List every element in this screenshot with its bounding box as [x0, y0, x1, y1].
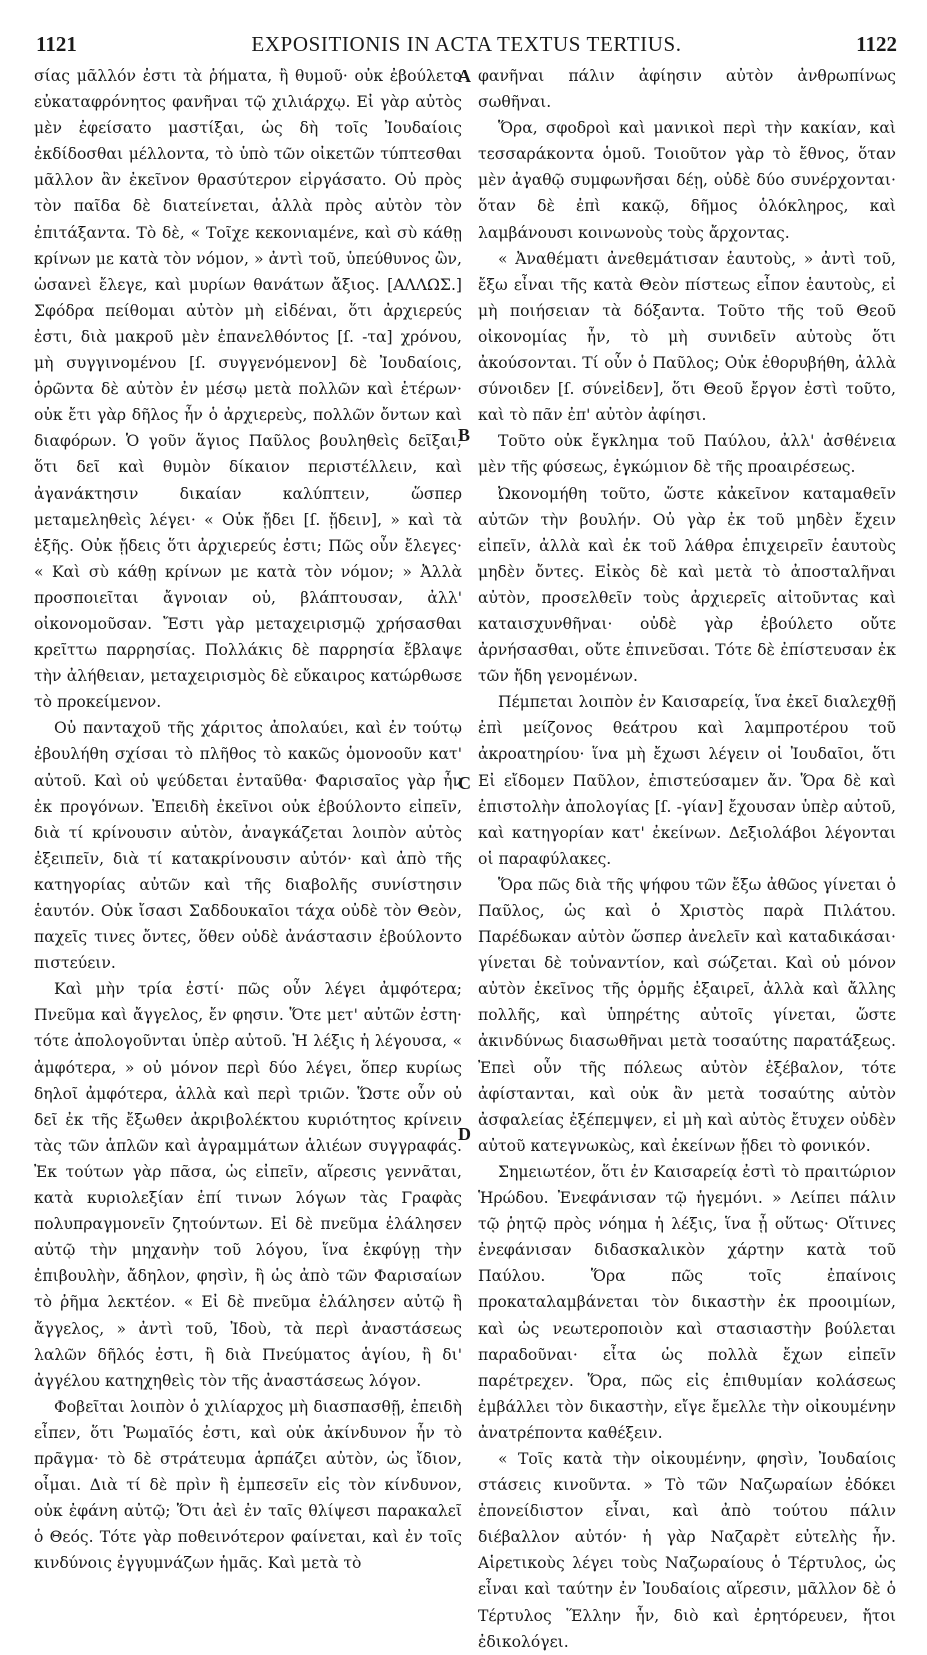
paragraph: Ὠκονομήθη τοῦτο, ὥστε κἀκεῖνον καταμαθεῖν αὐτῶν τὴν βουλήν. Οὐ γὰρ ἐκ τοῦ μηδὲν ἔχειν εἰπεῖν, ἀλλὰ καὶ ἐκ τοῦ λάθρα ἐπιχειρεῖν ἑαυτοὺς μηδὲν ὄντες. Εἰκὸς δὲ καὶ μετὰ τὸ ἀποσταλῆναι αὐτὸν, προσελθεῖν τοὺς ἀρχιερεῖς αἰτοῦντας καὶ καταισχυνθῆναι· οὐδὲ γὰρ ἐβούλετο οὔτε ἀρνήσασθαι, οὔτε ἐπινεῦσαι. Τότε δὲ ἐπίστευσαν ἐκ τῶν ἤδη γενομένων. [478, 484, 896, 686]
running-header [36, 32, 897, 62]
paragraph: « Τοῖς κατὰ τὴν οἰκουμένην, φησὶν, Ἰουδαίοις στάσεις κινοῦντα. » Τὸ τῶν Ναζωραίων ἐδόκει ἐπονείδιστον εἶναι, καὶ ἀπὸ τούτου πάλιν διέβαλλον αὐτόν· ἡ γὰρ Ναζαρὲτ εὐτελὴς ἦν. Αἱρετικοὺς λέγει τοὺς Ναζωραίους ὁ Τέρτυλος, ὡς εἶναι καὶ ταύτην ἐν Ἰουδαίοις αἵρεσιν, μᾶλλον δὲ ὁ Τέρτυλος Ἕλλην ἦν, διὸ καὶ ἐρητόρευεν, ἤτοι ἐδικολόγει. [478, 1449, 896, 1651]
right-page-number: 1122 [856, 32, 897, 56]
paragraph: « Ἀναθέματι ἀνεθεμάτισαν ἑαυτοὺς, » ἀντὶ τοῦ, ἔξω εἶναι τῆς κατὰ Θεὸν πίστεως εἶπον ἑαυτοὺς, εἰ μὴ ποιήσειαν τὰ δόξαντα. Τοῦτο τῆς τοῦ Θεοῦ οἰκονομίας ἦν, τὸ μὴ συνιδεῖν αὐτοὺς ὅτι ἀκούσονται. Τί οὖν ὁ Παῦλος; Οὐκ ἐθορυβήθη, ἀλλὰ σύνοιδεν [ſ. σύνεἰδεν], ὅτι Θεοῦ ἔργον ἐστὶ τοῦτο, καὶ τὸ πᾶν ἐπ' αὐτὸν ἀφίησι. [478, 249, 896, 425]
running-title: EXPOSITIONIS IN ACTA TEXTUS TERTIUS. [251, 32, 682, 56]
paragraph: Φοβεῖται λοιπὸν ὁ χιλίαρχος μὴ διασπασθῇ, ἐπειδὴ εἶπεν, ὅτι Ῥωμαῖός ἐστι, καὶ οὐκ ἀκίνδυνον ἦν τὸ πρᾶγμα· τὸ δὲ στράτευμα ἁρπάζει αὐτὸν, ὡς ἴδιον, οἶμαι. Διὰ τί δὲ πρὶν ἢ ἐμπεσεῖν εἰς τὸν κίνδυνον, οὐκ ἐφάνη αὐτῷ; Ὅτι ἀεὶ ἐν ταῖς θλίψεσι παρακαλεῖ ὁ Θεός. Τότε γὰρ ποθεινότερον φαίνεται, καὶ ἐν τοῖς κινδύνοις ἐγγυμνάζων ἡμᾶς. Καὶ μετὰ τὸ [34, 1397, 462, 1573]
margin-letter-a: A [458, 66, 471, 86]
paragraph: Τοῦτο οὐκ ἔγκλημα τοῦ Παύλου, ἀλλ' ἀσθένεια μὲν τῆς φύσεως, ἐγκώμιον δὲ τῆς προαιρέσεως. [478, 432, 896, 477]
paragraph: Οὐ πανταχοῦ τῆς χάριτος ἀπολαύει, καὶ ἐν τούτῳ ἐβουλήθη σχίσαι τὸ πλῆθος τὸ κακῶς ὁμονοοῦν κατ' αὐτοῦ. Καὶ οὐ ψεύδεται ἐνταῦθα· Φαρισαῖος γὰρ ἦν ἐκ προγόνων. Ἐπειδὴ ἐκεῖνοι οὐκ ἐβούλοντο εἰπεῖν, διὰ τί κρίνουσιν αὐτὸν, ἀναγκάζεται λοιπὸν αὐτὸς ἐξειπεῖν, διὰ τί κατακρίνουσιν αὐτόν· καὶ ἀπὸ τῆς κατηγορίας αὐτῶν καὶ τῆς διαβολῆς συνίστησιν ἑαυτόν. Οὐκ ἴσασι Σαδδουκαῖοι τάχα οὐδὲ τὸν Θεὸν, παχεῖς τινες ὄντες, ὅθεν οὐδὲ ἀνάστασιν ἐβούλοντο πιστεύειν. [34, 719, 462, 973]
left-page-number: 1121 [36, 32, 77, 56]
paragraph: φανῆναι πάλιν ἀφίησιν αὐτὸν ἀνθρωπίνως σωθῆναι. [478, 67, 896, 112]
paragraph: Σημειωτέον, ὅτι ἐν Καισαρείᾳ ἐστὶ τὸ πραιτώριον Ἡρώδου. Ἐνεφάνισαν τῷ ἡγεμόνι. » Λείπει πάλιν τῷ ῥητῷ πρὸς νόημα ἡ λέξις, ἵνα ᾖ οὕτως· Οἵτινες ἐνεφάνισαν διδασκαλικὸν χάρτην κατὰ τοῦ Παύλου. Ὅρα πῶς τοῖς ἐπαίνοις προκαταλαμβάνεται τὸν δικαστὴν ἐκ προοιμίων, καὶ ὡς νεωτεροποιὸν καὶ στασιαστὴν βούλεται παραδοῦναι· εἶτα ὡς πολλὰ ἔχων εἰπεῖν παρέτρεχεν. Ὅρα, πῶς εἰς ἐπιθυμίαν κολάσεως ἐμβάλλει τὸν δικαστὴν, εἴγε ἔμελλε τὴν οἰκουμένην ἀνατρέποντα καθέξειν. [478, 1162, 896, 1442]
paragraph: σίας μᾶλλόν ἐστι τὰ ῥήματα, ἢ θυμοῦ· οὐκ ἐβούλετο εὐκαταφρόνητος φανῆναι τῷ χιλιάρχῳ. Εἰ γὰρ αὐτὸς μὲν ἐφείσατο μαστίξαι, ὡς δὴ τοῖς Ἰουδαίοις ἐκδίδοσθαι μέλλοντα, τὸ ὑπὸ τῶν οἰκετῶν τύπτεσθαι μᾶλλον ἂν ἐκεῖνον θρασύτερον εἰργάσατο. Οὐ πρὸς τὸν παῖδα δὲ διατείνεται, ἀλλὰ πρὸς αὐτὸν τὸν ἐπιτάξαντα. Τὸ δὲ, « Τοῖχε κεκονιαμένε, καὶ σὺ κάθῃ κρίνων με κατὰ τὸν νόμον, » ἀντὶ τοῦ, ὑπεύθυνος ὢν, ὡσανεὶ ἔλεγε, καὶ μυρίων θανάτων ἄξιος. [ΑΛΛΩΣ.] Σφόδρα πείθομαι αὐτὸν μὴ εἰδέναι, ὅτι ἀρχιερεύς ἐστι, διὰ μακροῦ μὲν ἐπανελθόντος [ſ. -τα] χρόνου, μὴ συγγινομένου [ſ. συγγενόμενον] δὲ Ἰουδαίοις, ὁρῶντα δὲ αὐτὸν ἐν μέσῳ μετὰ πολλῶν καὶ ἑτέρων· οὐκ ἔτι γὰρ δῆλος ἦν ὁ ἀρχιερεὺς, πολλῶν ὄντων καὶ διαφόρων. Ὁ γοῦν ἅγιος Παῦλος βουληθεὶς δεῖξαι, ὅτι δεῖ καὶ θυμὸν δίκαιον περιστέλλειν, καὶ ἀγανάκτησιν δικαίαν καλύπτειν, ὥσπερ μεταμεληθεὶς λέγει· « Οὐκ ᾔδει [ſ. ᾔδειν], » καὶ τὰ ἑξῆς. Οὐκ ᾔδεις ὅτι ἀρχιερεύς ἐστι; Πῶς οὖν ἔλεγες· « Καὶ σὺ κάθῃ κρίνων με κατὰ τὸν νόμον; » Ἀλλὰ προσποιεῖται ἄγνοιαν οὐ, βλάπτουσαν, ἀλλ' οἰκονομοῦσαν. Ἔστι γὰρ μεταχειρισμῷ χρήσασθαι κρεῖττω παρρησίας. Πολλάκις δὲ παρρησία ἔβλαψε τὴν ἀλήθειαν, μεταχειρισμὸς δὲ εὔκαιρος κατώρθωσε τὸ προκείμενον. [34, 67, 462, 712]
paragraph: Πέμπεται λοιπὸν ἐν Καισαρείᾳ, ἵνα ἐκεῖ διαλεχθῇ ἐπὶ μείζονος θεάτρου καὶ λαμπροτέρου τοῦ ἀκροατηρίου· ἵνα μὴ ἔχωσι λέγειν οἱ Ἰουδαῖοι, ὅτι Εἰ εἴδομεν Παῦλον, ἐπιστεύσαμεν ἄν. Ὅρα δὲ καὶ ἐπιστολὴν ἀπολογίας [ſ. -γίαν] ἔχουσαν ὑπὲρ αὐτοῦ, καὶ κατηγορίαν κατ' ἐκείνων. Δεξιολάβοι λέγονται οἱ παραφύλακες. [478, 693, 896, 868]
paragraph: Ὅρα πῶς διὰ τῆς ψήφου τῶν ἔξω ἀθῶος γίνεται ὁ Παῦλος, ὡς καὶ ὁ Χριστὸς παρὰ Πιλάτου. Παρέδωκαν αὐτὸν ὥσπερ ἀνελεῖν καὶ καταδικάσαι· γίνεται δὲ τοὐναντίον, καὶ σώζεται. Καὶ οὐ μόνον αὐτὸν ἐκεῖνος τῆς ὁρμῆς ἐξαιρεῖ, ἀλλὰ καὶ ἄλλης πολλῆς, καὶ ὑπηρέτης αὐτοῖς γίνεται, ὥστε ἀκινδύνως διασωθῆναι μετὰ τοσαύτης παρατάξεως. Ἐπεὶ οὖν τῆς πόλεως αὐτὸν ἐξέβαλον, τότε ἀφίστανται, καὶ οὐκ ἂν μετὰ τοσαύτης αὐτὸν ἀσφαλείας ἐξέπεμψεν, εἰ μὴ καὶ αὐτὸς ἔτυχεν οὐδὲν αὐτοῦ κατεγνωκὼς, καὶ ἐκείνων ᾔδει τὸ φονικόν. [478, 875, 896, 1155]
margin-letter-d: D [458, 1124, 471, 1144]
paragraph: Καὶ μὴν τρία ἐστί· πῶς οὖν λέγει ἀμφότερα; Πνεῦμα καὶ ἄγγελος, ἔν φησιν. Ὅτε μετ' αὐτῶν ἐστη· τότε ἀπολογοῦνται ὑπὲρ αὐτοῦ. Ἡ λέξις ἡ λέγουσα, « ἀμφότερα, » οὐ μόνον περὶ δύο λέγει, ὅπερ κυρίως δηλοῖ ἀμφότερα, ἀλλὰ καὶ περὶ τριῶν. Ὥστε οὖν οὐ δεῖ ἐκ τῆς ἔξωθεν ἀκριβολέκτου κυριότητος κρίνειν τὰς τῶν ἁπλῶν καὶ ἀγραμμάτων ἁλιέων συγγραφάς. Ἐκ τούτων γὰρ πᾶσα, ὡς εἰπεῖν, αἵρεσις γεννᾶται, κατὰ κυριολεξίαν ἐπί τινων λόγων τὰς Γραφὰς πολυπραγμονεῖν ζητούντων. Εἰ δὲ πνεῦμα ἐλάλησεν αὐτῷ τὴν μηχανὴν τοῦ λόγου, ἵνα ἐκφύγῃ τὴν ἐπιβουλὴν, ἄδηλον, φησὶν, ἢ ὡς ἀπὸ τῶν Φαρισαίων τὸ ῥῆμα λεκτέον. « Εἰ δὲ πνεῦμα ἐλάλησεν αὐτῷ ἢ ἄγγελος, » ἀντὶ τοῦ, Ἰδοὺ, τὰ περὶ ἀναστάσεως λαλῶν δῆλός ἐστι, ἢ διὰ Πνεύματος ἁγίου, ἢ δι' ἀγγέλου κατηχηθεὶς τὸν τῆς ἀναστάσεως λόγον. [34, 980, 462, 1390]
margin-letter-b: B [458, 425, 471, 445]
right-column [478, 63, 896, 1651]
margin-letter-c: C [458, 773, 471, 793]
paragraph: Ὅρα, σφοδροὶ καὶ μανικοὶ περὶ τὴν κακίαν, καὶ τεσσαράκοντα ὁμοῦ. Τοιοῦτον γὰρ τὸ ἔθνος, ὅταν μὲν ἀγαθῷ συμφωνῆσαι δέῃ, οὐδὲ δύο συνέρχονται· ὅταν δὲ ἐπὶ κακῷ, δῆμος ὁλόκληρος, καὶ λαμβάνουσι κοινωνοὺς τοὺς ἄρχοντας. [478, 119, 896, 242]
left-column [34, 63, 462, 1573]
